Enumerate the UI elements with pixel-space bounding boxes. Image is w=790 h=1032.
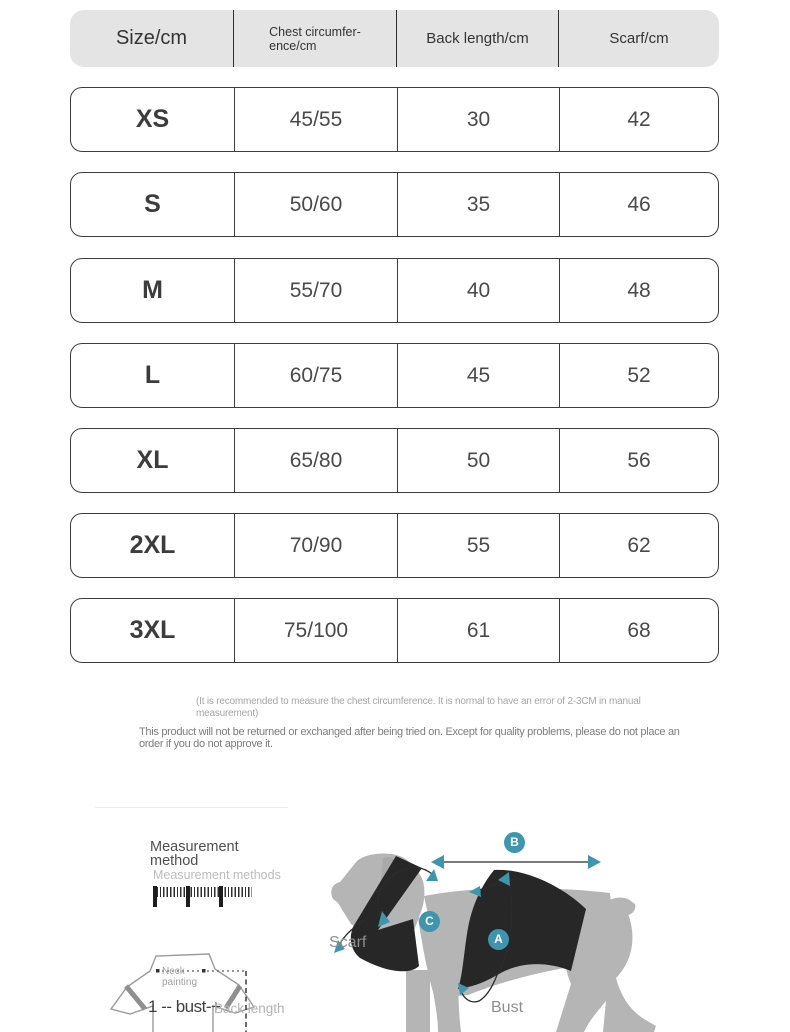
back-cell: 55 [398, 514, 560, 577]
chest-cell: 50/60 [235, 173, 398, 236]
back-length-label: Back length [214, 1001, 285, 1016]
badge-a: A [488, 929, 509, 950]
bust-line-label: 1 -- bust-+ [148, 997, 221, 1016]
back-cell: 35 [398, 173, 560, 236]
dot-marker [202, 969, 206, 973]
table-row-2xl [70, 513, 719, 578]
scarf-label: Scarf [329, 934, 367, 951]
size-cell: S [71, 173, 235, 236]
dog-far-front-leg [406, 970, 430, 1032]
header-size: Size/cm [70, 10, 234, 67]
table-row-xl [70, 428, 719, 493]
table-row-xs [70, 87, 719, 152]
scarf-cell: 48 [627, 278, 651, 302]
badge-c: C [419, 911, 440, 932]
scarf-cell: 56 [627, 448, 651, 472]
header-back-length: Back length/cm [397, 10, 559, 67]
size-cell: L [71, 344, 235, 407]
header-chest: Chest circumfer- ence/cm [234, 10, 397, 67]
chest-cell: 75/100 [235, 599, 398, 662]
chest-cell: 70/90 [235, 514, 398, 577]
table-row-3xl [70, 598, 719, 663]
size-cell: XL [71, 429, 235, 492]
size-cell: M [71, 259, 235, 322]
ruler-major-tick [219, 886, 223, 907]
back-cell: 61 [398, 599, 560, 662]
arrowhead-left [431, 855, 444, 869]
chest-cell: 55/70 [235, 259, 398, 322]
size-cell: 3XL [71, 599, 235, 662]
measure-tip-note: (It is recommended to measure the chest circumference. It is normal to have an error of 2-3CM in manual measurement) [196, 696, 641, 719]
back-cell: 40 [398, 259, 560, 322]
neck-painting-label: Neck painting [162, 966, 198, 988]
scarf-cell: 46 [627, 192, 651, 216]
ruler-major-tick [186, 886, 190, 907]
table-row-s [70, 172, 719, 237]
size-cell: 2XL [71, 514, 235, 577]
table-row-m [70, 258, 719, 323]
size-cell: XS [71, 88, 235, 151]
return-policy-note: This product will not be returned or exchanged after being tried on. Except for quality problems, please do not place an order if you do not approve it. [139, 726, 680, 750]
chest-cell: 45/55 [235, 88, 398, 151]
ruler-major-tick [153, 886, 157, 907]
badge-b: B [504, 832, 525, 853]
divider-line [95, 807, 288, 808]
back-cell: 50 [398, 429, 560, 492]
header-scarf: Scarf/cm [609, 30, 669, 47]
shirt-left-side [111, 971, 153, 1032]
bust-label: Bust [491, 999, 524, 1016]
scarf-cell: 42 [627, 107, 651, 131]
measurement-method-title: Measurement method [150, 839, 239, 869]
measurement-method-subtitle: Measurement methods [153, 868, 281, 882]
ruler-icon [153, 886, 252, 907]
arrowhead-right [588, 855, 601, 869]
table-header-row [70, 10, 719, 67]
shirt-diagram [100, 938, 300, 1032]
scarf-cell: 52 [627, 363, 651, 387]
shirt-left-sleeve-mark [126, 986, 145, 1009]
table-row-l [70, 343, 719, 408]
back-cell: 45 [398, 344, 560, 407]
chest-cell: 60/75 [235, 344, 398, 407]
ruler-minor-ticks [153, 887, 252, 897]
scarf-cell: 62 [627, 533, 651, 557]
back-cell: 30 [398, 88, 560, 151]
dog-diagram [320, 818, 790, 1032]
scarf-cell: 68 [627, 618, 651, 642]
chest-cell: 65/80 [235, 429, 398, 492]
dot-marker [156, 969, 160, 973]
